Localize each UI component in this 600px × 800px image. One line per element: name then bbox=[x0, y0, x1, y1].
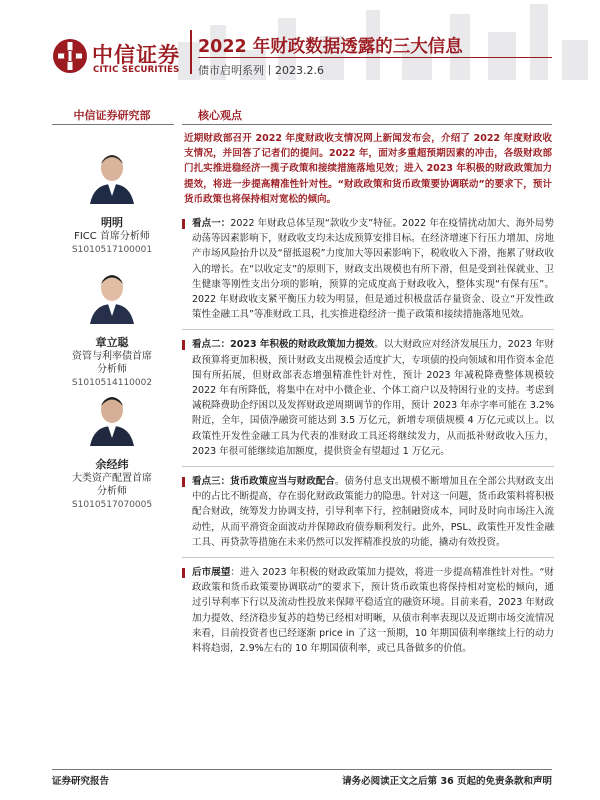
analyst-name: 章立聪 bbox=[95, 336, 129, 349]
analyst-name: 明明 bbox=[101, 216, 123, 229]
point-lead: 看点二： bbox=[192, 339, 231, 351]
section-divider bbox=[182, 557, 554, 558]
title-rule bbox=[198, 57, 552, 58]
brand-name-en: CITIC SECURITIES bbox=[93, 65, 180, 75]
sidebar-heading-rule bbox=[52, 124, 174, 125]
analyst-role: 分析师 bbox=[97, 364, 127, 375]
footer-label: 证券研究报告 bbox=[52, 776, 110, 787]
brand-name-cn: 中信证券 bbox=[92, 43, 180, 67]
point-one bbox=[182, 216, 554, 322]
analyst-role: 分析师 bbox=[97, 486, 127, 497]
main-heading: 核心观点 bbox=[198, 109, 242, 122]
header-divider bbox=[190, 30, 192, 74]
point-lead-rest: 2022 年财政总体呈现“款收少支”特征 bbox=[230, 218, 393, 230]
point-body: 。以大财政应对经济发展压力，2023 年财政预算将更加积极，预计财政支出规模会适度扩大，专项债的投向领域和用作资本金范围有所拓展，但财政部表态增强精准性针对性，预计 2023 年减税降费整体规模较 2022 年有所降低，将集中在对中小微企业、个体工商户以及特困行业的支持。考虑到减税降费助企纾困以及发挥财政逆周期调节的作用，预计 2023 年赤字率可能在 3.2%附近，全年，国债净融资可能达到 3.5 万亿元，新增专项债规模 4 万亿元或以上。以政策性开发性金融工具为代表的准财政工具还将继续发力，从而抵补财政收入压力，2023 年很可能继续追加额度，提供资金有望超过 1 万亿元。 bbox=[192, 339, 554, 457]
point-lead: 后市展望 bbox=[192, 567, 231, 579]
section-divider bbox=[182, 466, 554, 467]
analyst-role: 大类资产配置首席 bbox=[72, 473, 152, 484]
point-two bbox=[182, 337, 554, 459]
core-views bbox=[182, 131, 554, 663]
citic-logo bbox=[52, 38, 182, 74]
analyst-license-id: S1010517070005 bbox=[71, 500, 153, 510]
point-three bbox=[182, 474, 554, 550]
analyst-role: FICC 首席分析师 bbox=[74, 231, 150, 242]
point-body: ：进入 2023 年积极的财政政策加力提效，将进一步提高精准性针对性。“财政政策和货币政策要协调联动”的要求下，预计货币政策也将保持相对宽松的倾向，通过引导利率下行以及流动性投放来保障平稳适宜的融资环境。目前来看，2023 年财政加力提效、经济稳步复苏的趋势已经相对明晰，从债市利率表现以及近期市场交流情况来看，目前投资者也已经逐渐 price in 了这一预期，10 年期国债利率继续上行的动力料将趋弱，2.9%左右的 10 年期国债利率，或已具备做多的价值。 bbox=[192, 567, 554, 655]
analyst-card bbox=[52, 266, 172, 388]
point-body: 。2022 年在疫情扰动加大、海外局势动荡等因素影响下，财政收支均未达成预算安排目标。在经济增速下行压力增加、房地产市场风险抬升以及“留抵退税”力度加大等因素影响下，税收收入下滑，拖累了财政收入的增长。在“以收定支”的原则下，财政支出规模也有所下滑，但是受到社保就业、卫生健康等刚性支出分项的影响，预算的完成度高于财政收入，整体实现“有保有压”。2022 年财政收支紧平衡压力较为明显，但是通过积极盘活存量资金、设立“开发性政策性金融工具”等准财政工具，扎实推进稳经济一揽子政策和接续措施落地见效。 bbox=[192, 218, 554, 321]
point-lead-rest: 2023 年积极的财政政策加力提效 bbox=[230, 339, 375, 351]
point-lead-rest: 货币政策应当与财政配合 bbox=[230, 476, 335, 488]
point-lead: 看点三： bbox=[192, 476, 231, 488]
section-divider bbox=[182, 329, 554, 330]
main-heading-rule bbox=[182, 124, 552, 125]
report-series: 债市启明系列丨2023.2.6 bbox=[198, 64, 324, 77]
summary-paragraph: 近期财政部召开 2022 年度财政收支情况网上新闻发布会，介绍了 2022 年度财政收支情况，并回答了记者们的提问。2022 年，面对多重超预期因素的冲击，各级财政部门扎实推进稳经济一揽子政策和接续措施落地见效；进入 2023 年积极的财政政策加力提效，将进一步提高精准性针对性。“财政政策和货币政策要协调联动”的要求下，预计货币政策也将保持相对宽松的倾向。 bbox=[184, 133, 552, 205]
point-lead: 看点一： bbox=[192, 218, 231, 230]
footer-rule bbox=[52, 769, 552, 770]
footer-disclaimer: 请务必阅读正文之后第 36 页起的免责条款和声明 bbox=[342, 776, 552, 787]
analyst-photo bbox=[86, 146, 138, 204]
citic-emblem-icon bbox=[52, 38, 88, 74]
analyst-card bbox=[52, 388, 172, 510]
analyst-name: 余经纬 bbox=[95, 458, 129, 471]
analyst-role: 资管与利率债首席 bbox=[72, 351, 152, 362]
outlook bbox=[182, 565, 554, 656]
analyst-photo bbox=[86, 388, 138, 446]
report-title: 2022 年财政数据透露的三大信息 bbox=[198, 37, 463, 57]
analyst-card bbox=[52, 146, 172, 255]
analyst-license-id: S1010517100001 bbox=[71, 245, 153, 255]
sidebar-heading: 中信证券研究部 bbox=[73, 109, 151, 122]
analyst-photo bbox=[86, 266, 138, 324]
point-body: 。债务付息支出规模不断增加且在全部公共财政支出中的占比不断提高，存在弱化财政政策能力的隐患。针对这一问题，货币政策料将积极配合财政，统筹发力协调支持，引导利率下行，控制融资成本，同时及时向市场注入流动性，从而平滑资金面波动并保障政府债券顺利发行。此外，PSL、政策性开发性金融工具、再贷款等措施在未来仍然可以发挥精准投放的功能，撬动有效投资。 bbox=[192, 476, 554, 548]
analyst-license-id: S1010514110002 bbox=[71, 378, 153, 388]
